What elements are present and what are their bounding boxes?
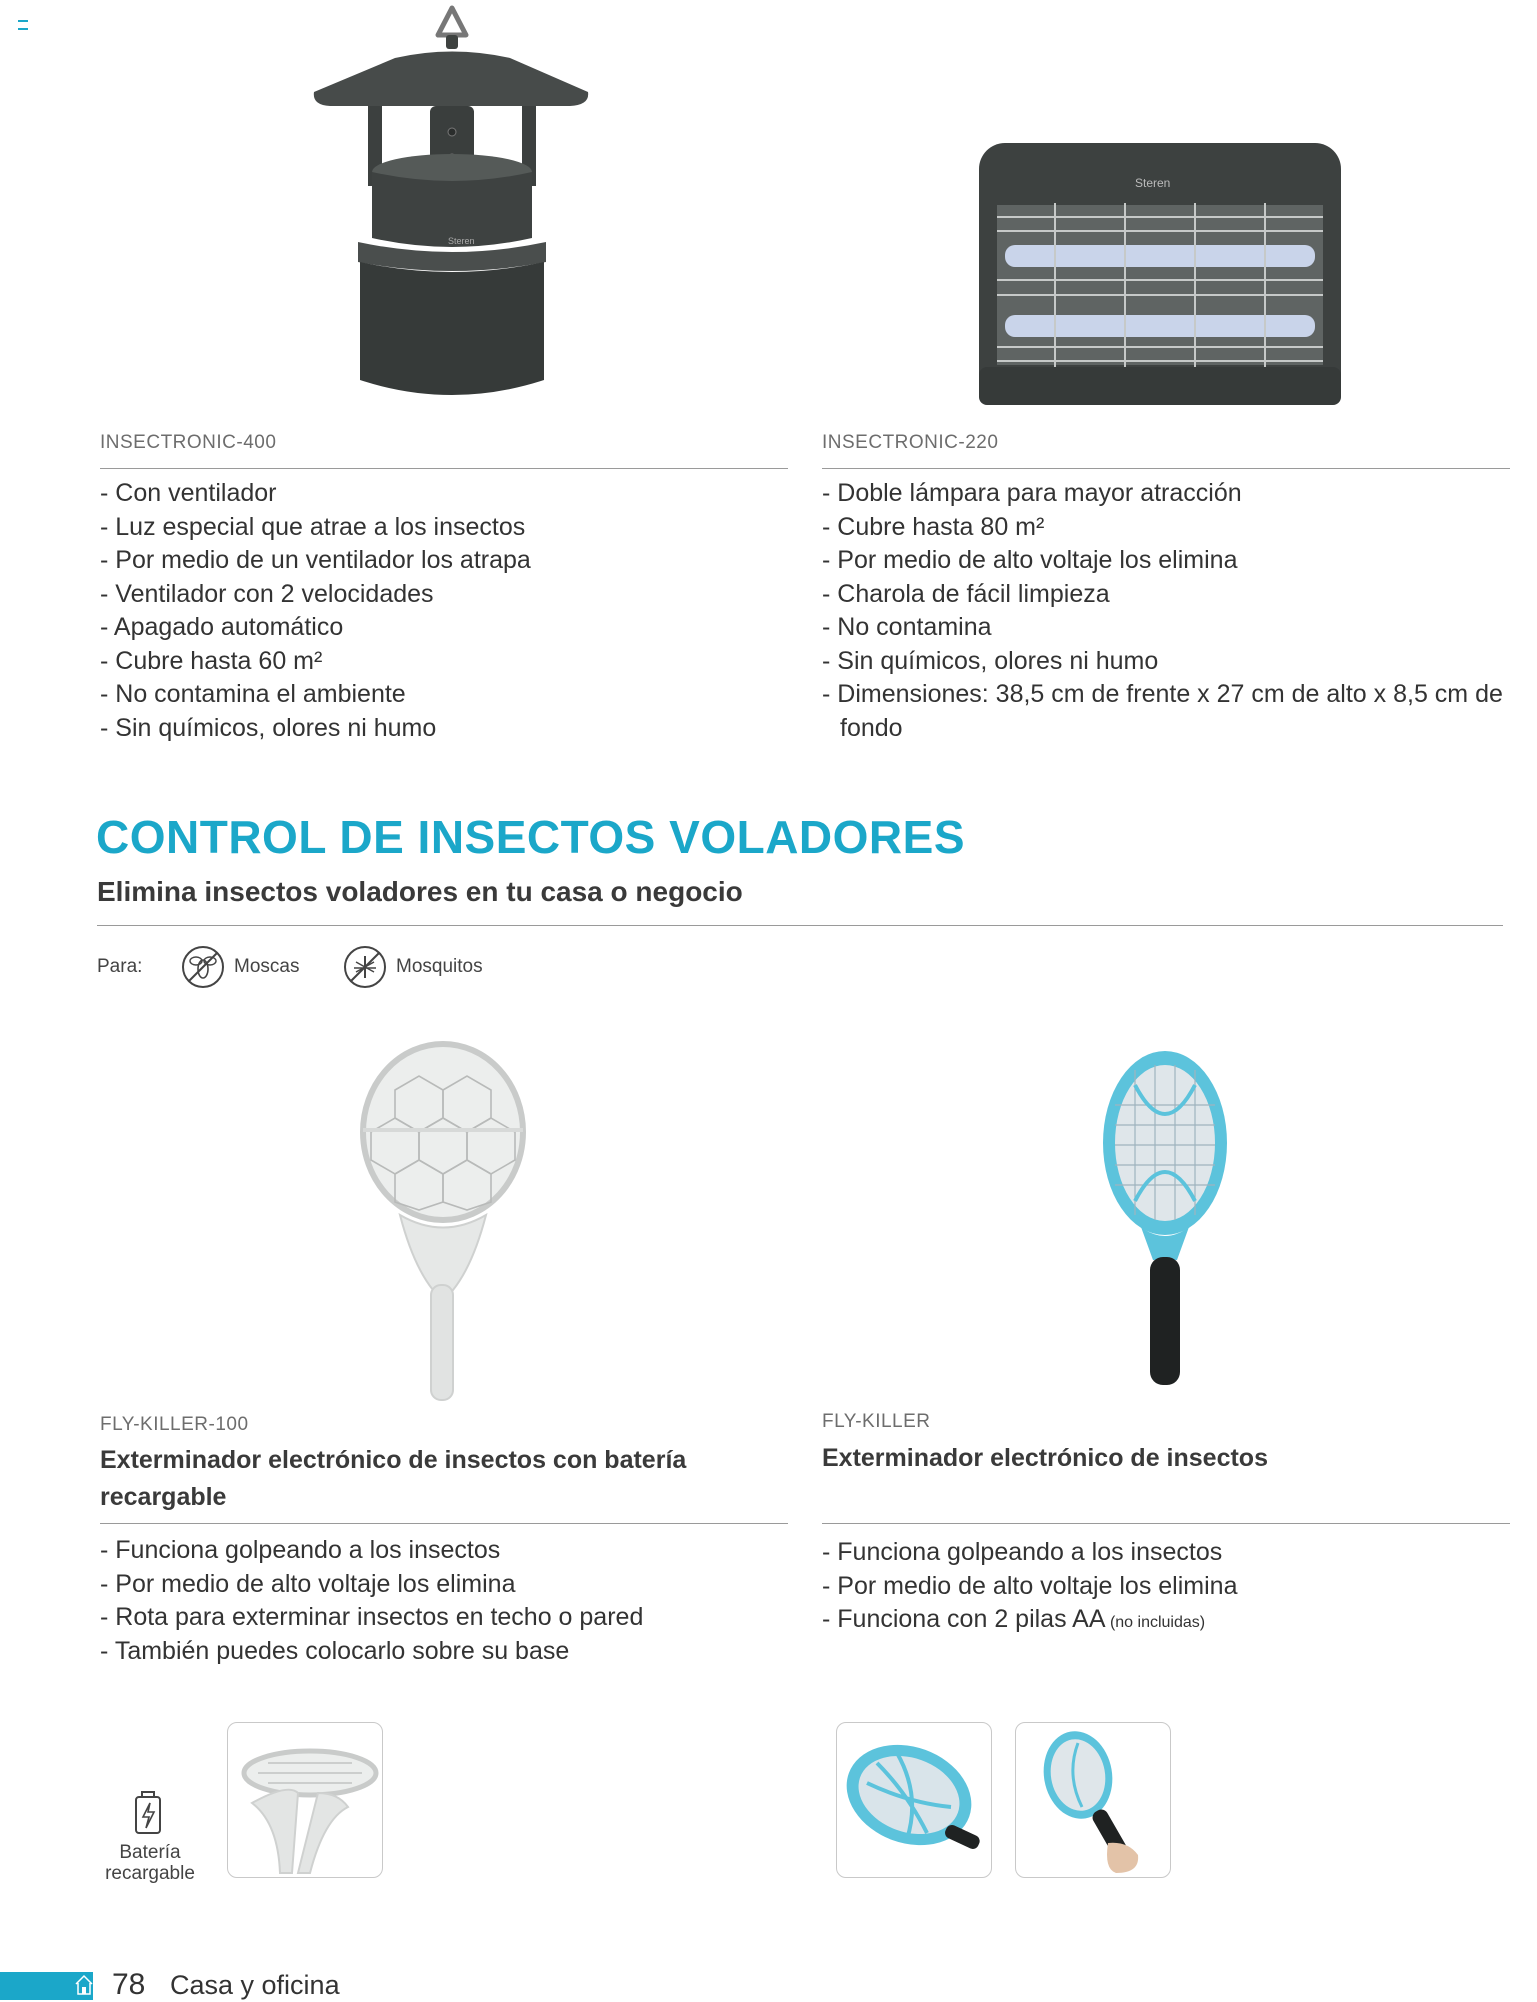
feature-item: [822, 578, 1512, 612]
feature-text: - Funciona golpeando a los insectos: [100, 1536, 501, 1564]
feature-item: [822, 611, 1512, 645]
feature-text: - Por medio de alto voltaje los elimina: [100, 1569, 516, 1598]
feature-item: [100, 1635, 788, 1669]
feature-item: [822, 477, 1512, 511]
page-number: 78: [112, 1968, 146, 2001]
fly-killer-image: [1095, 1045, 1235, 1390]
feature-item: [100, 1534, 788, 1568]
feature-text: - Cubre hasta 80 m²: [822, 512, 1045, 541]
feature-text: - Ventilador con 2 velocidades: [100, 579, 434, 608]
svg-text:Steren: Steren: [448, 236, 475, 246]
battery-label: Batería recargable: [105, 1842, 195, 1884]
feature-list-insectronic-220: [822, 477, 1512, 745]
feature-item: [100, 578, 788, 612]
fly-icon: [180, 944, 226, 990]
feature-item: [100, 611, 788, 645]
divider: [100, 1523, 788, 1524]
product-code-insectronic-220: INSECTRONIC-220: [822, 432, 999, 453]
feature-text: - Cubre hasta 60 m²: [100, 646, 323, 675]
racket-in-hand-icon: [1016, 1723, 1170, 1877]
insectronic-220-image: [975, 135, 1345, 415]
product-code-insectronic-400: INSECTRONIC-400: [100, 432, 277, 453]
feature-list-fly-killer-100: [100, 1534, 788, 1668]
feature-text: - Funciona con 2 pilas AA: [822, 1605, 1106, 1633]
insectronic-400-image: [300, 0, 600, 420]
feature-text: - Doble lámpara para mayor atracción: [822, 479, 1242, 507]
feature-text: - No contamina el ambiente: [100, 680, 406, 708]
feature-text: - Por medio de alto voltaje los elimina: [822, 1571, 1238, 1600]
product-title-fly-killer: Exterminador electrónico de insectos: [822, 1444, 1268, 1472]
feature-item: [822, 544, 1512, 578]
feature-text: - También puedes colocarlo sobre su base: [100, 1636, 570, 1665]
divider: [822, 468, 1510, 469]
feature-text: - Sin químicos, olores ni humo: [822, 646, 1159, 675]
feature-item: [100, 511, 788, 545]
feature-text: - Charola de fácil limpieza: [822, 579, 1110, 608]
para-label: Para:: [97, 956, 143, 977]
feature-text: - Por medio de un ventilador los atrapa: [100, 546, 531, 574]
section-name: Casa y oficina: [170, 1970, 340, 2000]
feature-item: [822, 1570, 1510, 1604]
feature-item: [100, 477, 788, 511]
target-moscas: Moscas: [234, 956, 300, 977]
feature-item: [100, 712, 788, 746]
racket-mesh-icon: [837, 1723, 991, 1877]
battery-icon: [133, 1790, 163, 1836]
feature-item: [822, 511, 1512, 545]
feature-text: - Por medio de alto voltaje los elimina: [822, 546, 1238, 574]
feature-item: [100, 645, 788, 679]
house-icon: [74, 1972, 94, 1996]
thumbnail-fly-killer-hand[interactable]: [1015, 1722, 1171, 1878]
brand-label: Steren: [1135, 176, 1171, 190]
feature-text: - No contamina: [822, 613, 992, 641]
feature-text: - Rota para exterminar insectos en techo o pared: [100, 1603, 644, 1631]
target-mosquitos: Mosquitos: [396, 956, 483, 977]
product-code-fly-killer-100: FLY-KILLER-100: [100, 1414, 249, 1435]
feature-text: - Funciona golpeando a los insectos: [822, 1538, 1223, 1566]
divider: [100, 468, 788, 469]
feature-text: - Apagado automático: [100, 613, 344, 641]
feature-list-fly-killer: [822, 1536, 1510, 1640]
mosquito-icon: [342, 944, 388, 990]
feature-item: [100, 1601, 788, 1635]
feature-item: [822, 678, 1512, 745]
product-code-fly-killer: FLY-KILLER: [822, 1411, 931, 1432]
feature-item: [100, 678, 788, 712]
feature-text: - Dimensiones: 38,5 cm de frente x 27 cm de alto x 8,5 cm de fondo: [822, 680, 1503, 742]
racket-rotated-icon: [228, 1723, 382, 1877]
feature-text: - Con ventilador: [100, 479, 277, 507]
not-included-note: (no incluidas): [1105, 1614, 1206, 1631]
feature-item: [100, 544, 788, 578]
thumbnail-fly-killer-100-rotated[interactable]: [227, 1722, 383, 1878]
section-subtitle: Elimina insectos voladores en tu casa o negocio: [97, 876, 743, 907]
divider: [97, 925, 1503, 926]
feature-item: [822, 1603, 1510, 1640]
section-title: CONTROL DE INSECTOS VOLADORES: [96, 811, 966, 863]
feature-item: [100, 1568, 788, 1602]
product-title-fly-killer-100: Exterminador electrónico de insectos con batería recargable: [100, 1446, 687, 1511]
feature-item: [822, 1536, 1510, 1570]
feature-list-insectronic-400: [100, 477, 788, 745]
fly-killer-100-image: [355, 1040, 535, 1410]
feature-item: [822, 645, 1512, 679]
feature-text: - Sin químicos, olores ni humo: [100, 713, 437, 742]
thumbnail-fly-killer-mesh[interactable]: [836, 1722, 992, 1878]
divider: [822, 1523, 1510, 1524]
corner-mark-icon: [18, 20, 28, 30]
feature-text: - Luz especial que atrae a los insectos: [100, 512, 526, 541]
